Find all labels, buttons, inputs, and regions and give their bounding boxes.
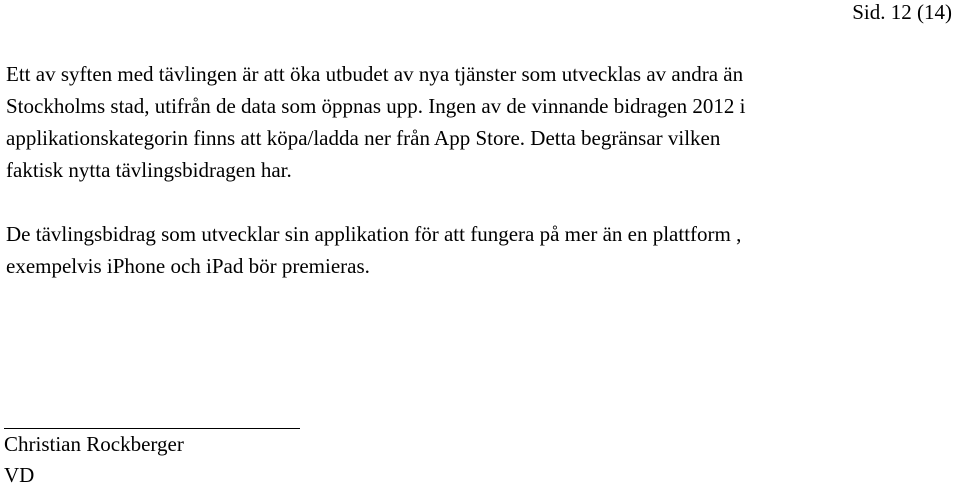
paragraph-line: faktisk nytta tävlingsbidragen har. xyxy=(6,158,292,182)
paragraph-line: exempelvis iPhone och iPad bör premieras. xyxy=(6,254,370,278)
paragraph-open-data-goal xyxy=(6,58,956,186)
paragraph-line: Stockholms stad, utifrån de data som öppnas upp. Ingen av de vinnande bidragen 2012 i xyxy=(6,94,746,118)
signature-title: VD xyxy=(4,463,35,487)
paragraph-line: applikationskategorin finns att köpa/ladda ner från App Store. Detta begränsar vilken xyxy=(6,126,721,150)
paragraph-multiplatform xyxy=(6,218,956,282)
paragraph-line: Ett av syften med tävlingen är att öka utbudet av nya tjänster som utvecklas av andra än xyxy=(6,62,744,86)
signature-name: Christian Rockberger xyxy=(4,432,184,456)
paragraph-line: De tävlingsbidrag som utvecklar sin applikation för att fungera på mer än en plattform , xyxy=(6,222,742,246)
signature-block xyxy=(4,429,184,491)
page-number: Sid. 12 (14) xyxy=(852,0,952,24)
